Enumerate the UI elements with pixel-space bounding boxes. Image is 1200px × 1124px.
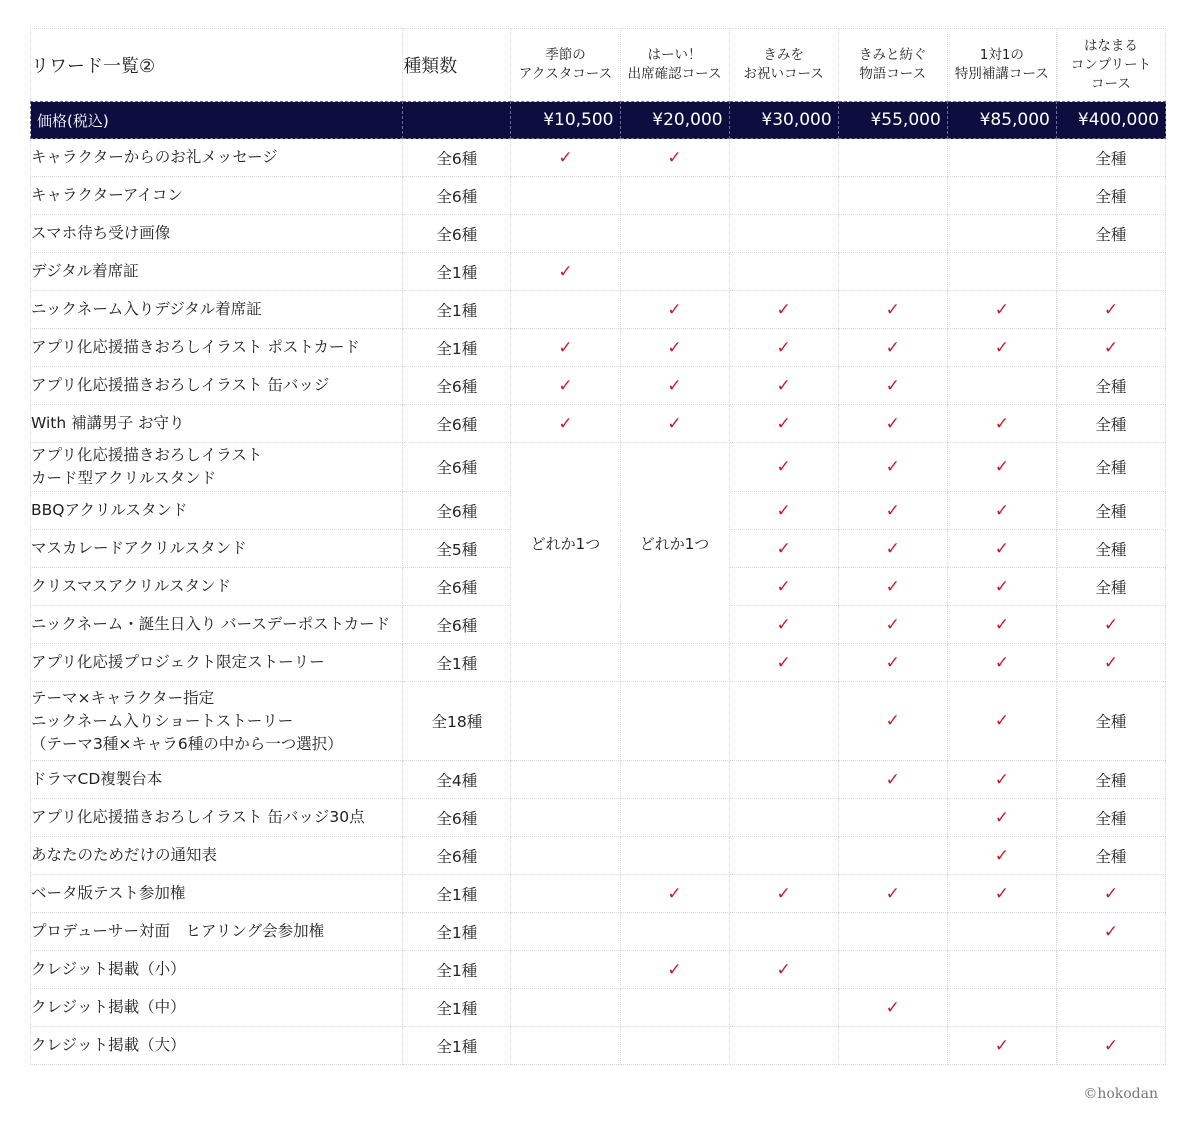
price-value: ¥30,000: [729, 102, 838, 139]
course-cell: [729, 177, 838, 215]
check-mark: ✓: [511, 405, 620, 443]
reward-kinds: 全6種: [403, 568, 511, 606]
table-row: [31, 799, 1166, 837]
check-mark: ✓: [838, 989, 947, 1027]
course-cell: [947, 177, 1056, 215]
course-cell: [620, 215, 729, 253]
check-mark: ✓: [1056, 875, 1165, 913]
check-mark: ✓: [729, 492, 838, 530]
course-header: 季節の アクスタコース: [511, 29, 620, 102]
table-row: [31, 1027, 1166, 1065]
course-cell: 全種: [1056, 405, 1165, 443]
reward-kinds: 全5種: [403, 530, 511, 568]
course-cell: [620, 177, 729, 215]
course-cell: [1056, 951, 1165, 989]
course-cell: 全種: [1056, 367, 1165, 405]
reward-name: ドラマCD複製台本: [31, 761, 403, 799]
course-cell: [729, 215, 838, 253]
table-row: [31, 139, 1166, 177]
reward-name: アプリ化応援描きおろしイラスト ポストカード: [31, 329, 403, 367]
course-cell: [947, 139, 1056, 177]
course-cell: [838, 253, 947, 291]
check-mark: ✓: [511, 253, 620, 291]
course-cell: [511, 1027, 620, 1065]
course-cell: [620, 837, 729, 875]
course-cell: 全種: [1056, 492, 1165, 530]
reward-name: アプリ化応援描きおろしイラスト カード型アクリルスタンド: [31, 443, 403, 492]
check-mark: ✓: [729, 568, 838, 606]
check-mark: ✓: [947, 405, 1056, 443]
price-value: ¥10,500: [511, 102, 620, 139]
check-mark: ✓: [1056, 606, 1165, 644]
table-row: [31, 291, 1166, 329]
check-mark: ✓: [838, 329, 947, 367]
check-mark: ✓: [729, 405, 838, 443]
course-cell: [729, 761, 838, 799]
table-title: リワード一覧②: [31, 29, 403, 102]
course-cell: [620, 253, 729, 291]
course-cell: [511, 837, 620, 875]
course-cell: [838, 951, 947, 989]
reward-kinds: 全1種: [403, 989, 511, 1027]
reward-name: アプリ化応援描きおろしイラスト 缶バッジ30点: [31, 799, 403, 837]
reward-name: ニックネーム入りデジタル着席証: [31, 291, 403, 329]
table-row: [31, 913, 1166, 951]
course-cell: [620, 682, 729, 761]
course-cell: 全種: [1056, 177, 1165, 215]
table-row: [31, 443, 1166, 492]
check-mark: ✓: [947, 568, 1056, 606]
course-header: はなまる コンプリート コース: [1056, 29, 1165, 102]
reward-name: アプリ化応援プロジェクト限定ストーリー: [31, 644, 403, 682]
course-cell: [620, 799, 729, 837]
reward-name: BBQアクリルスタンド: [31, 492, 403, 530]
reward-kinds: 全6種: [403, 177, 511, 215]
course-cell: 全種: [1056, 837, 1165, 875]
check-mark: ✓: [729, 951, 838, 989]
reward-name: キャラクターからのお礼メッセージ: [31, 139, 403, 177]
course-cell: [729, 989, 838, 1027]
course-cell: [511, 913, 620, 951]
course-cell: [511, 215, 620, 253]
table-row: [31, 329, 1166, 367]
table-row: [31, 837, 1166, 875]
check-mark: ✓: [620, 329, 729, 367]
check-mark: ✓: [947, 1027, 1056, 1065]
course-cell: [511, 761, 620, 799]
course-cell: [947, 913, 1056, 951]
course-cell: [511, 644, 620, 682]
table-row: [31, 644, 1166, 682]
reward-kinds: 全6種: [403, 139, 511, 177]
course-cell: [511, 989, 620, 1027]
course-cell: [511, 875, 620, 913]
check-mark: ✓: [620, 875, 729, 913]
check-mark: ✓: [1056, 329, 1165, 367]
check-mark: ✓: [1056, 913, 1165, 951]
check-mark: ✓: [838, 568, 947, 606]
course-cell: 全種: [1056, 443, 1165, 492]
price-value: ¥85,000: [947, 102, 1056, 139]
check-mark: ✓: [947, 644, 1056, 682]
check-mark: ✓: [947, 492, 1056, 530]
reward-name: デジタル着席証: [31, 253, 403, 291]
check-mark: ✓: [729, 644, 838, 682]
course-cell: [947, 951, 1056, 989]
check-mark: ✓: [947, 606, 1056, 644]
check-mark: ✓: [1056, 1027, 1165, 1065]
check-mark: ✓: [838, 367, 947, 405]
table-row: [31, 215, 1166, 253]
table-row: [31, 989, 1166, 1027]
reward-kinds: 全6種: [403, 405, 511, 443]
course-cell: [947, 989, 1056, 1027]
check-mark: ✓: [620, 405, 729, 443]
course-cell: [511, 177, 620, 215]
price-value: ¥20,000: [620, 102, 729, 139]
course-cell: [838, 1027, 947, 1065]
check-mark: ✓: [838, 606, 947, 644]
reward-kinds: 全1種: [403, 951, 511, 989]
course-cell: [947, 215, 1056, 253]
kinds-header: 種類数: [403, 29, 511, 102]
course-cell: [620, 913, 729, 951]
check-mark: ✓: [838, 530, 947, 568]
table-row: [31, 875, 1166, 913]
check-mark: ✓: [947, 837, 1056, 875]
check-mark: ✓: [620, 291, 729, 329]
reward-kinds: 全6種: [403, 837, 511, 875]
course-cell: 全種: [1056, 682, 1165, 761]
reward-name: クレジット掲載（中）: [31, 989, 403, 1027]
check-mark: ✓: [511, 139, 620, 177]
course-cell: [729, 913, 838, 951]
check-mark: ✓: [729, 530, 838, 568]
course-cell: [511, 951, 620, 989]
check-mark: ✓: [729, 606, 838, 644]
check-mark: ✓: [838, 761, 947, 799]
course-header: 1対1の 特別補講コース: [947, 29, 1056, 102]
course-cell: [838, 177, 947, 215]
reward-kinds: 全6種: [403, 215, 511, 253]
table-row: [31, 253, 1166, 291]
course-header: きみと紡ぐ 物語コース: [838, 29, 947, 102]
check-mark: ✓: [729, 443, 838, 492]
reward-name: あなたのためだけの通知表: [31, 837, 403, 875]
check-mark: ✓: [620, 951, 729, 989]
reward-kinds: 全1種: [403, 253, 511, 291]
check-mark: ✓: [838, 291, 947, 329]
check-mark: ✓: [838, 443, 947, 492]
table-row: [31, 367, 1166, 405]
course-cell: 全種: [1056, 139, 1165, 177]
copyright: ©hokodan: [1083, 1086, 1158, 1102]
check-mark: ✓: [947, 875, 1056, 913]
check-mark: ✓: [620, 139, 729, 177]
reward-name: クリスマスアクリルスタンド: [31, 568, 403, 606]
check-mark: ✓: [947, 761, 1056, 799]
reward-name: クレジット掲載（小）: [31, 951, 403, 989]
course-cell: 全種: [1056, 215, 1165, 253]
reward-kinds: 全1種: [403, 644, 511, 682]
course-cell: [729, 253, 838, 291]
table-row: [31, 951, 1166, 989]
course-header: はーい！ 出席確認コース: [620, 29, 729, 102]
price-row: [31, 102, 1166, 139]
reward-name: テーマ×キャラクター指定 ニックネーム入りショートストーリー （テーマ3種×キャラ6種の中から一つ選択）: [31, 682, 403, 761]
price-label: 価格(税込): [31, 102, 403, 139]
reward-name: With 補講男子 お守り: [31, 405, 403, 443]
check-mark: ✓: [729, 367, 838, 405]
check-mark: ✓: [1056, 644, 1165, 682]
course-cell: [947, 253, 1056, 291]
check-mark: ✓: [947, 443, 1056, 492]
course-cell: [620, 761, 729, 799]
course-cell: [620, 1027, 729, 1065]
course-cell: [1056, 989, 1165, 1027]
course-cell: [838, 139, 947, 177]
merged-choice-cell: どれか1つ: [620, 443, 729, 644]
course-cell: 全種: [1056, 761, 1165, 799]
price-value: ¥55,000: [838, 102, 947, 139]
table-row: [31, 177, 1166, 215]
check-mark: ✓: [947, 799, 1056, 837]
reward-kinds: 全6種: [403, 367, 511, 405]
course-cell: [729, 837, 838, 875]
check-mark: ✓: [729, 329, 838, 367]
reward-name: プロデューサー対面 ヒアリング会参加権: [31, 913, 403, 951]
header-row: [31, 29, 1166, 102]
course-cell: [729, 799, 838, 837]
check-mark: ✓: [1056, 291, 1165, 329]
course-cell: 全種: [1056, 568, 1165, 606]
course-cell: 全種: [1056, 530, 1165, 568]
rewards-table: [30, 28, 1166, 1065]
reward-kinds: 全6種: [403, 443, 511, 492]
course-cell: [620, 989, 729, 1027]
course-cell: [620, 644, 729, 682]
course-cell: [947, 367, 1056, 405]
reward-kinds: 全1種: [403, 913, 511, 951]
price-value: ¥400,000: [1056, 102, 1165, 139]
table-row: [31, 405, 1166, 443]
reward-name: ニックネーム・誕生日入り バースデーポストカード: [31, 606, 403, 644]
reward-kinds: 全6種: [403, 492, 511, 530]
check-mark: ✓: [947, 530, 1056, 568]
reward-kinds: 全1種: [403, 291, 511, 329]
check-mark: ✓: [838, 644, 947, 682]
merged-choice-cell: どれか1つ: [511, 443, 620, 644]
reward-kinds: 全1種: [403, 875, 511, 913]
reward-kinds: 全18種: [403, 682, 511, 761]
reward-kinds: 全4種: [403, 761, 511, 799]
course-cell: [838, 913, 947, 951]
check-mark: ✓: [947, 291, 1056, 329]
course-cell: [729, 682, 838, 761]
check-mark: ✓: [511, 329, 620, 367]
course-header: きみを お祝いコース: [729, 29, 838, 102]
reward-kinds: 全6種: [403, 606, 511, 644]
reward-kinds: 全1種: [403, 329, 511, 367]
check-mark: ✓: [838, 682, 947, 761]
course-cell: [729, 1027, 838, 1065]
reward-name: キャラクターアイコン: [31, 177, 403, 215]
check-mark: ✓: [620, 367, 729, 405]
reward-kinds: 全6種: [403, 799, 511, 837]
check-mark: ✓: [511, 367, 620, 405]
price-kinds-empty: [403, 102, 511, 139]
course-cell: [729, 139, 838, 177]
reward-kinds: 全1種: [403, 1027, 511, 1065]
course-cell: [511, 682, 620, 761]
table-row: [31, 682, 1166, 761]
reward-name: アプリ化応援描きおろしイラスト 缶バッジ: [31, 367, 403, 405]
course-cell: [838, 215, 947, 253]
check-mark: ✓: [947, 682, 1056, 761]
table-row: [31, 761, 1166, 799]
course-cell: [838, 837, 947, 875]
check-mark: ✓: [729, 291, 838, 329]
course-cell: [1056, 253, 1165, 291]
check-mark: ✓: [947, 329, 1056, 367]
check-mark: ✓: [838, 492, 947, 530]
check-mark: ✓: [729, 875, 838, 913]
reward-name: ベータ版テスト参加権: [31, 875, 403, 913]
reward-name: マスカレードアクリルスタンド: [31, 530, 403, 568]
course-cell: 全種: [1056, 799, 1165, 837]
course-cell: [511, 291, 620, 329]
check-mark: ✓: [838, 405, 947, 443]
course-cell: [838, 799, 947, 837]
check-mark: ✓: [838, 875, 947, 913]
reward-name: スマホ待ち受け画像: [31, 215, 403, 253]
course-cell: [511, 799, 620, 837]
reward-name: クレジット掲載（大）: [31, 1027, 403, 1065]
